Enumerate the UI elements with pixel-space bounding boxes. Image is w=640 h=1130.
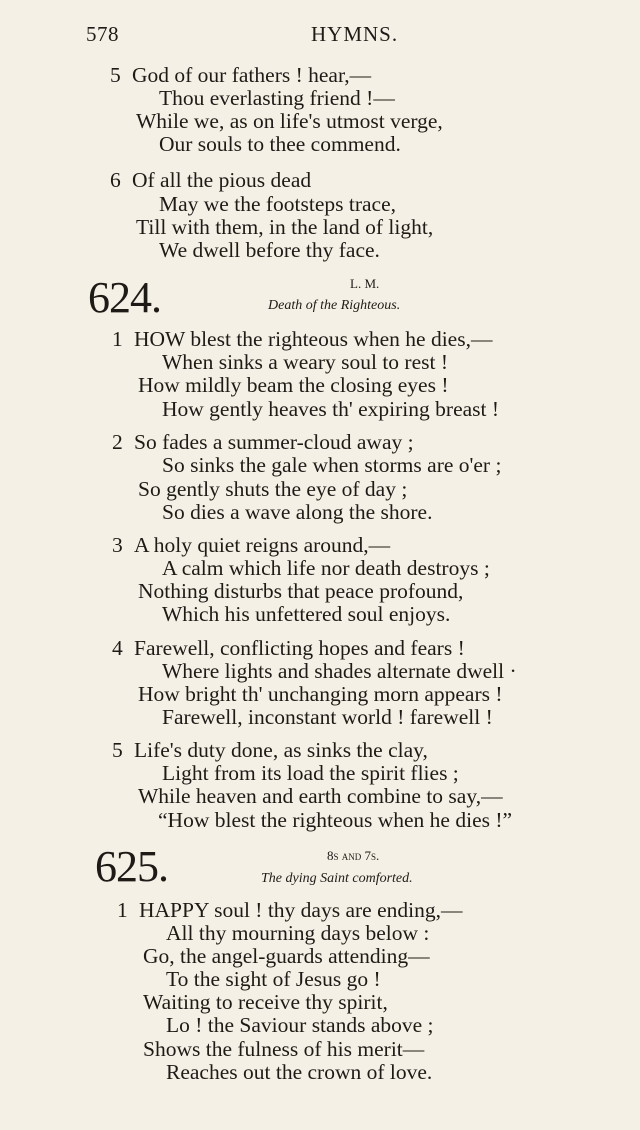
verse-line: While we, as on life's utmost verge,: [136, 109, 443, 133]
stanza-first-line: [117, 898, 462, 922]
hymn-number: 625.: [95, 842, 168, 891]
verse-line: Farewell, conflicting hopes and fears !: [134, 636, 465, 660]
stanza-number: 1: [117, 898, 128, 922]
verse-line: To the sight of Jesus go !: [166, 967, 381, 991]
verse-line: “How blest the righteous when he dies !”: [158, 808, 513, 832]
hymn-subject: Death of the Righteous.: [268, 298, 401, 313]
stanza-first-line: [112, 327, 492, 351]
stanza-number: 4: [112, 636, 123, 660]
verse-line: Of all the pious dead: [132, 168, 312, 192]
verse-line: Lo ! the Saviour stands above ;: [166, 1013, 434, 1037]
page-header: [0, 22, 640, 52]
verse-line: HAPPY soul ! thy days are ending,—: [139, 898, 463, 922]
verse-line: Where lights and shades alternate dwell ·: [162, 659, 517, 683]
verse-line: HOW blest the righteous when he dies,—: [134, 327, 493, 351]
stanza-number: 1: [112, 327, 123, 351]
verse-line: Nothing disturbs that peace profound,: [138, 579, 464, 603]
verse-line: May we the footsteps trace,: [159, 192, 397, 216]
verse-line: All thy mourning days below :: [166, 921, 430, 945]
stanza-first-line: [112, 533, 390, 557]
page-number: 578: [86, 22, 119, 46]
verse-line: How mildly beam the closing eyes !: [138, 373, 449, 397]
verse-line: Thou everlasting friend !—: [159, 86, 395, 110]
verse-line: A holy quiet reigns around,—: [134, 533, 391, 557]
verse-line: God of our fathers ! hear,—: [132, 63, 372, 87]
verse-line: Go, the angel-guards attending—: [143, 944, 430, 968]
stanza-number: 5: [112, 738, 123, 762]
stanza-number: 5: [110, 63, 121, 87]
verse-line: A calm which life nor death destroys ;: [162, 556, 490, 580]
hymn-meter: L. M.: [350, 276, 380, 291]
hymn-meter: 8s and 7s.: [327, 848, 380, 863]
verse-line: So dies a wave along the shore.: [162, 500, 433, 524]
verse-line: Shows the fulness of his merit—: [143, 1037, 425, 1061]
verse-line: We dwell before thy face.: [159, 238, 380, 262]
stanza-first-line: [112, 430, 414, 454]
verse-line: Our souls to thee commend.: [159, 132, 401, 156]
hymn-subject: The dying Saint comforted.: [261, 871, 413, 886]
running-title: HYMNS.: [311, 22, 399, 46]
verse-line: So sinks the gale when storms are o'er ;: [162, 453, 502, 477]
stanza-number: 6: [110, 168, 121, 192]
stanza-first-line: [112, 738, 428, 762]
verse-line: While heaven and earth combine to say,—: [138, 784, 503, 808]
hymn-number: 624.: [88, 273, 161, 322]
verse-line: Farewell, inconstant world ! farewell !: [162, 705, 493, 729]
verse-line: So fades a summer-cloud away ;: [134, 430, 414, 454]
stanza-first-line: [112, 636, 465, 660]
verse-line: Reaches out the crown of love.: [166, 1060, 433, 1084]
verse-line: Life's duty done, as sinks the clay,: [134, 738, 428, 762]
stanza-first-line: [110, 168, 311, 192]
stanza-number: 3: [112, 533, 123, 557]
stanza-number: 2: [112, 430, 123, 454]
verse-line: So gently shuts the eye of day ;: [138, 477, 408, 501]
stanza-first-line: [110, 63, 371, 87]
verse-line: Waiting to receive thy spirit,: [143, 990, 388, 1014]
verse-line: How gently heaves th' expiring breast !: [162, 397, 500, 421]
verse-line: When sinks a weary soul to rest !: [162, 350, 448, 374]
verse-line: Which his unfettered soul enjoys.: [162, 602, 451, 626]
verse-line: Light from its load the spirit flies ;: [162, 761, 459, 785]
verse-line: Till with them, in the land of light,: [136, 215, 434, 239]
verse-line: How bright th' unchanging morn appears !: [138, 682, 503, 706]
